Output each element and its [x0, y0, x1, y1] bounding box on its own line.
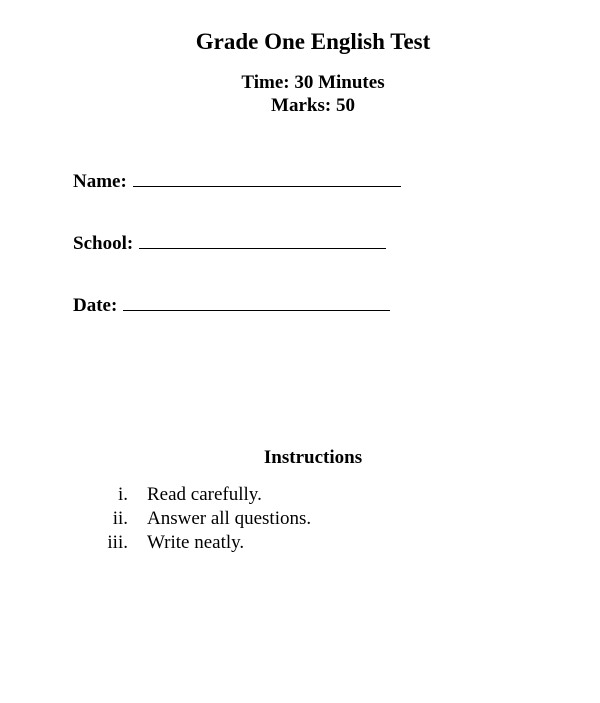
date-field: [73, 294, 390, 317]
name-label: Name:: [73, 171, 127, 192]
marks-info: Marks: 50: [271, 95, 355, 116]
date-blank-line[interactable]: [123, 294, 390, 311]
list-item: [0, 483, 600, 507]
name-field: [73, 170, 401, 193]
instructions-list: [0, 483, 600, 555]
list-item-text: Write neatly.: [147, 532, 245, 553]
list-item-number: ii.: [112, 508, 128, 529]
list-item-text: Answer all questions.: [147, 508, 312, 529]
list-item-number: i.: [117, 484, 128, 505]
instructions-heading: Instructions: [263, 447, 363, 468]
school-field: [73, 232, 386, 255]
date-label: Date:: [73, 295, 118, 316]
page-title: Grade One English Test: [195, 29, 431, 54]
school-blank-line[interactable]: [139, 232, 386, 249]
list-item-number: iii.: [107, 532, 128, 553]
school-label: School:: [73, 233, 134, 254]
list-item: [0, 531, 600, 555]
list-item: [0, 507, 600, 531]
time-info: Time: 30 Minutes: [241, 72, 385, 93]
name-blank-line[interactable]: [133, 170, 401, 187]
list-item-text: Read carefully.: [147, 484, 262, 505]
